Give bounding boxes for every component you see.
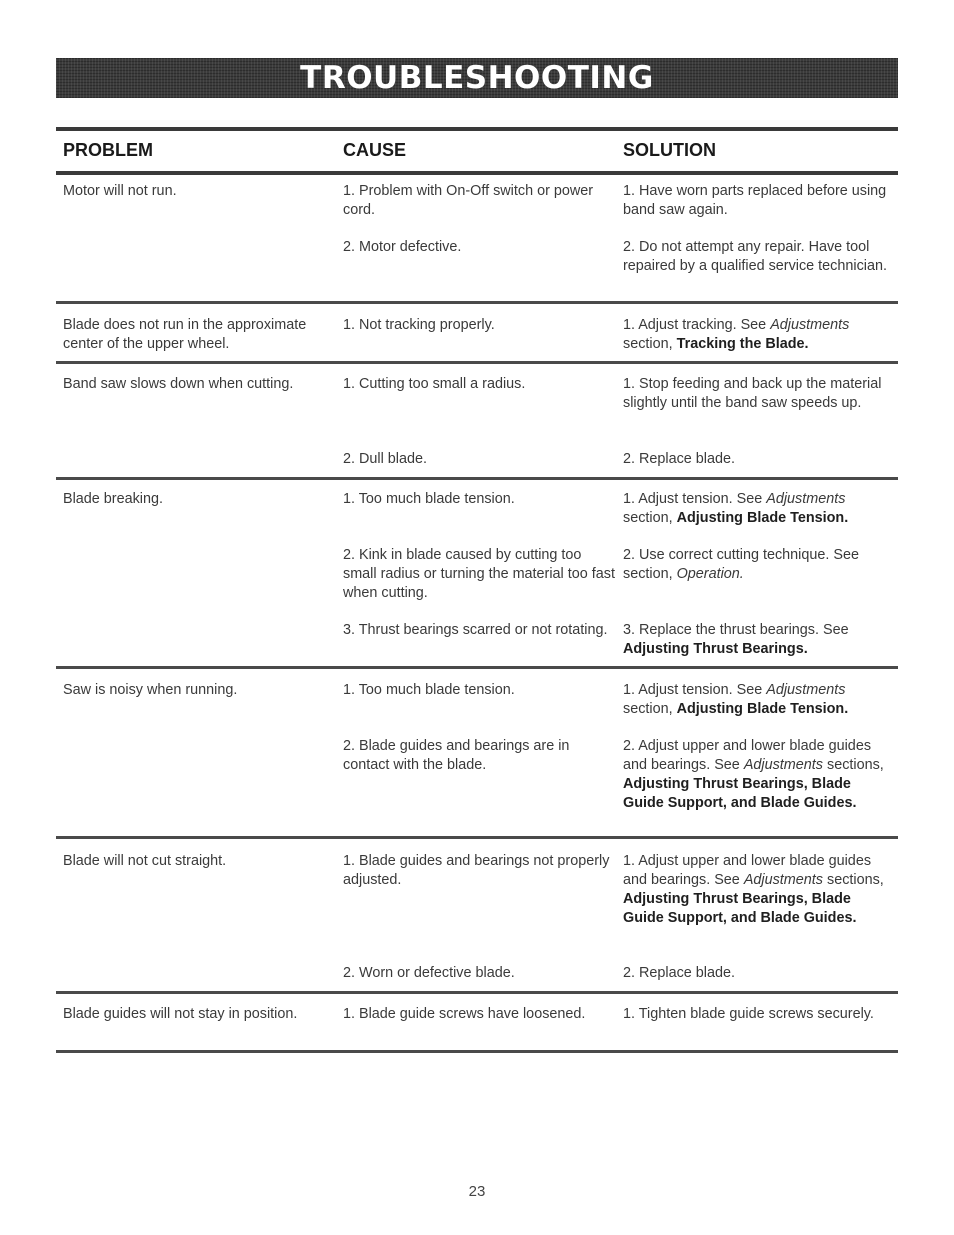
divider	[56, 477, 898, 480]
problem-cell: Saw is noisy when running.	[63, 682, 238, 698]
divider	[56, 991, 898, 994]
cause-cell: 2. Motor defective.	[343, 239, 462, 255]
cause-cell: 2. Worn or defective blade.	[343, 965, 515, 981]
solution-text: sections,	[823, 757, 884, 773]
cause-cell: 2. Kink in blade caused by cutting too small radius or turning the material too fast when cutting.	[343, 547, 615, 601]
solution-bold-ref: Adjusting Thrust Bearings.	[623, 641, 808, 657]
divider	[56, 1050, 898, 1053]
solution-text: 3. Replace the thrust bearings. See	[623, 622, 849, 638]
solution-cell	[623, 546, 895, 584]
solution-cell	[623, 490, 895, 528]
divider	[56, 171, 898, 175]
solution-text: 1. Adjust tracking. See	[623, 317, 771, 333]
cause-cell: 1. Not tracking properly.	[343, 317, 495, 333]
divider	[56, 127, 898, 131]
solution-cell: 2. Do not attempt any repair. Have tool repaired by a qualified service technician.	[623, 239, 887, 274]
problem-cell: Blade breaking.	[63, 491, 164, 507]
solution-bold-ref: Adjusting Blade Tension.	[676, 701, 849, 717]
solution-cell	[623, 316, 895, 354]
divider	[56, 301, 898, 304]
header-solution: SOLUTION	[623, 140, 716, 160]
problem-cell: Blade guides will not stay in position.	[63, 1006, 298, 1022]
solution-cell: 2. Replace blade.	[623, 451, 736, 467]
cause-cell: 2. Blade guides and bearings are in contact with the blade.	[343, 738, 570, 773]
solution-bold-ref: Adjusting Blade Tension.	[676, 510, 849, 526]
solution-cell	[623, 852, 895, 928]
cause-cell: 1. Blade guide screws have loosened.	[343, 1006, 586, 1022]
solution-text: section,	[623, 336, 677, 352]
solution-cell	[623, 681, 895, 719]
solution-cell: 1. Have worn parts replaced before using band saw again.	[623, 183, 887, 218]
solution-text: section,	[623, 510, 677, 526]
solution-cell: 1. Tighten blade guide screws securely.	[623, 1006, 874, 1022]
cause-cell: 3. Thrust bearings scarred or not rotating.	[343, 622, 608, 638]
problem-cell: Blade will not cut straight.	[63, 853, 227, 869]
solution-cell: 1. Stop feeding and back up the material slightly until the band saw speeds up.	[623, 376, 882, 411]
solution-bold-ref: Tracking the Blade.	[676, 336, 809, 352]
header-problem: PROBLEM	[63, 140, 153, 160]
header-cause: CAUSE	[343, 140, 407, 160]
cause-cell: 2. Dull blade.	[343, 451, 427, 467]
cause-cell: 1. Too much blade tension.	[343, 491, 515, 507]
solution-cell	[623, 737, 895, 813]
solution-italic-ref: Adjustments	[743, 872, 823, 888]
solution-text: 2. Use correct cutting technique. See section,	[623, 547, 859, 582]
divider	[56, 361, 898, 364]
solution-text: 2. Adjust upper and lower blade guides and bearings. See	[623, 738, 872, 773]
solution-italic-ref: Adjustments	[770, 317, 850, 333]
solution-bold-ref: Adjusting Thrust Bearings, Blade Guide Support, and Blade Guides.	[623, 776, 857, 811]
divider	[56, 836, 898, 839]
solution-italic-ref: Adjustments	[766, 491, 846, 507]
solution-cell: 2. Replace blade.	[623, 965, 736, 981]
solution-text: section,	[623, 701, 677, 717]
solution-italic-ref: Adjustments	[766, 682, 846, 698]
divider	[56, 666, 898, 669]
cause-cell: 1. Cutting too small a radius.	[343, 376, 526, 392]
page-title: TROUBLESHOOTING	[300, 60, 654, 96]
problem-cell: Motor will not run.	[63, 183, 177, 199]
solution-text: 1. Adjust tension. See	[623, 491, 767, 507]
problem-cell: Band saw slows down when cutting.	[63, 376, 294, 392]
solution-bold-ref: Adjusting Thrust Bearings, Blade Guide Support, and Blade Guides.	[623, 891, 857, 926]
solution-text: 1. Adjust tension. See	[623, 682, 767, 698]
cause-cell: 1. Problem with On-Off switch or power cord.	[343, 183, 594, 218]
solution-cell	[623, 621, 895, 659]
solution-text: 1. Adjust upper and lower blade guides and bearings. See	[623, 853, 872, 888]
solution-italic-ref: Adjustments	[743, 757, 823, 773]
solution-text: sections,	[823, 872, 884, 888]
cause-cell: 1. Too much blade tension.	[343, 682, 515, 698]
solution-italic-ref: Operation.	[676, 566, 744, 582]
page-number: 23	[468, 1183, 486, 1200]
cause-cell: 1. Blade guides and bearings not properly adjusted.	[343, 853, 610, 888]
problem-cell: Blade does not run in the approximate center of the upper wheel.	[63, 317, 307, 352]
title-banner	[56, 58, 898, 98]
